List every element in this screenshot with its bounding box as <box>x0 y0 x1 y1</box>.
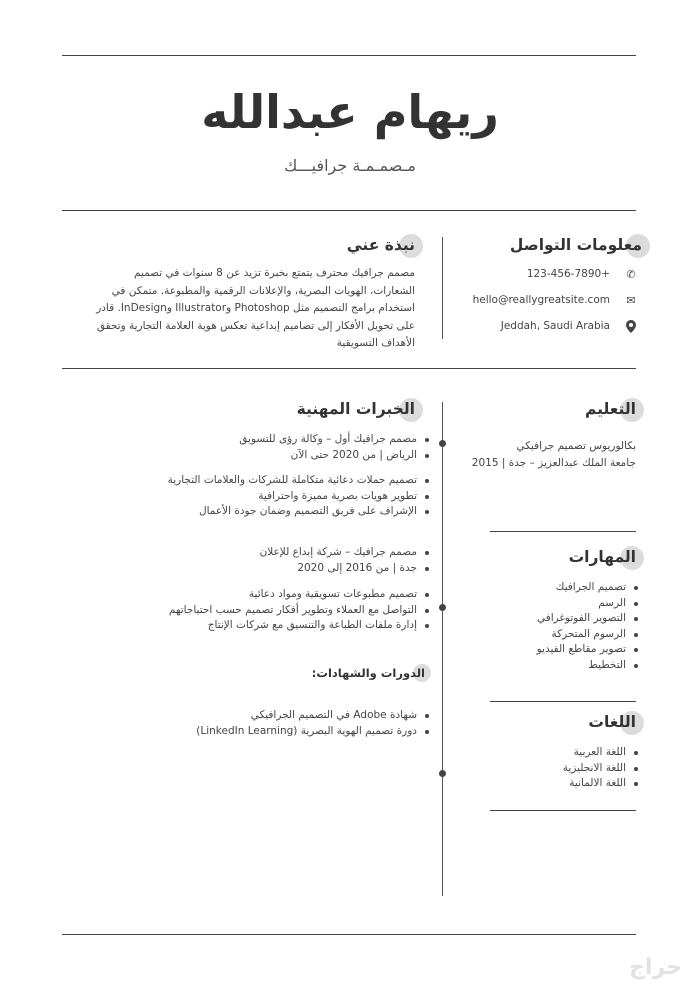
list-item: اللغة العربية <box>563 745 640 761</box>
list-item: تصميم الجرافيك <box>537 580 640 596</box>
education-institution: جامعة الملك عبدالعزيز – جدة | 2015 <box>471 457 636 469</box>
job-2-tasks <box>169 587 431 634</box>
languages-title <box>588 713 636 731</box>
list-item: دورة تصميم الهوية البصرية (LinkedIn Learning) <box>196 724 431 740</box>
job-title: مـصمـمـة جرافيـــك <box>284 156 416 175</box>
languages-list <box>563 745 640 792</box>
languages-divider <box>490 810 636 811</box>
list-item: التخطيط <box>537 658 640 674</box>
skills-list <box>537 580 640 673</box>
list-item: تصميم حملات دعائية متكاملة للشركات والعلامات التجارية <box>168 473 431 489</box>
list-item: الرسوم المتحركة <box>537 627 640 643</box>
list-item: التواصل مع العملاء وتطوير أفكار تصميم حسب احتياجاتهم <box>169 603 431 619</box>
timeline-dot <box>439 604 446 611</box>
contact-title-text: معلومات التواصل <box>509 236 642 254</box>
mid-rule <box>62 368 636 369</box>
timeline-line <box>442 402 443 896</box>
courses-list <box>196 708 431 739</box>
list-item: جدة | من 2016 إلى 2020 <box>260 561 431 577</box>
experience-title-text: الخبرات المهنية <box>296 400 415 418</box>
watermark-logo: حراج <box>629 955 682 980</box>
list-item: اللغة الانجليزية <box>563 761 640 777</box>
languages-title-text: اللغات <box>588 713 636 731</box>
phone-icon: ✆ <box>626 268 636 281</box>
education-title-text: التعليم <box>584 400 636 418</box>
skills-divider <box>490 701 636 702</box>
about-title-text: نبذة عني <box>346 236 415 254</box>
job-1-tasks <box>168 473 431 520</box>
list-item: التصوير الفوتوغرافي <box>537 611 640 627</box>
list-item: اللغة الالمانية <box>563 776 640 792</box>
contact-phone <box>448 268 638 284</box>
skills-title-text: المهارات <box>568 548 636 566</box>
courses-title-text: الدورات والشهادات: <box>311 666 425 680</box>
list-item: تصميم مطبوعات تسويقية ومواد دعائية <box>169 587 431 603</box>
person-name: ريهام عبدالله <box>201 85 499 139</box>
top-rule <box>62 55 636 56</box>
top-column-divider <box>442 237 443 339</box>
mail-icon: ✉ <box>626 294 636 307</box>
email-value[interactable]: hello@reallygreatsite.com <box>472 294 610 306</box>
timeline-dot <box>439 440 446 447</box>
contact-title <box>510 236 642 254</box>
experience-title <box>297 400 415 418</box>
education-divider <box>490 531 636 532</box>
list-item: شهادة Adobe في التصميم الجرافيكي <box>196 708 431 724</box>
list-item: مصمم جرافيك أول – وكالة رؤى للتسويق <box>239 432 431 448</box>
list-item: مصمم جرافيك – شركة إبداع للإعلان <box>260 545 431 561</box>
job-1-header <box>239 432 431 463</box>
bottom-rule <box>62 934 636 935</box>
education-title <box>585 400 636 418</box>
list-item: الإشراف على فريق التصميم وضمان جودة الأعمال <box>168 504 431 520</box>
location-pin-svg <box>626 320 636 333</box>
location-value: Jeddah, Saudi Arabia <box>500 320 610 332</box>
contact-email <box>448 294 638 310</box>
list-item: الرياض | من 2020 حتى الآن <box>239 448 431 464</box>
header-bottom-rule <box>62 210 636 211</box>
contact-location <box>448 320 638 336</box>
education-degree: بكالوريوس تصميم جرافيكي <box>516 440 636 452</box>
list-item: إدارة ملفات الطباعة والتنسيق مع شركات الإنتاج <box>169 618 431 634</box>
skills-title <box>569 548 636 566</box>
location-pin-icon <box>624 320 638 336</box>
about-text: مصمم جرافيك محترف يتمتع بخبرة تزيد عن 8 سنوات في تصميم الشعارات، الهويات البصرية، والإعلانات الرقمية والمطبوعة. متمكن في استخدام برامج التصميم مثل Photoshop وIllustrator وInDesign. قادر على تحويل الأفكار إلى تصاميم إبداعية تعكس هوية العلامة التجارية وتحقق الأهداف التسويقية <box>96 267 415 349</box>
timeline-dot <box>439 770 446 777</box>
job-2-header <box>260 545 431 576</box>
list-item: تصوير مقاطع الفيديو <box>537 642 640 658</box>
courses-title <box>312 666 425 680</box>
phone-value[interactable]: 123-456-7890+ <box>526 268 610 280</box>
list-item: تطوير هويات بصرية مميزة واحترافية <box>168 489 431 505</box>
list-item: الرسم <box>537 596 640 612</box>
about-title <box>347 236 415 254</box>
